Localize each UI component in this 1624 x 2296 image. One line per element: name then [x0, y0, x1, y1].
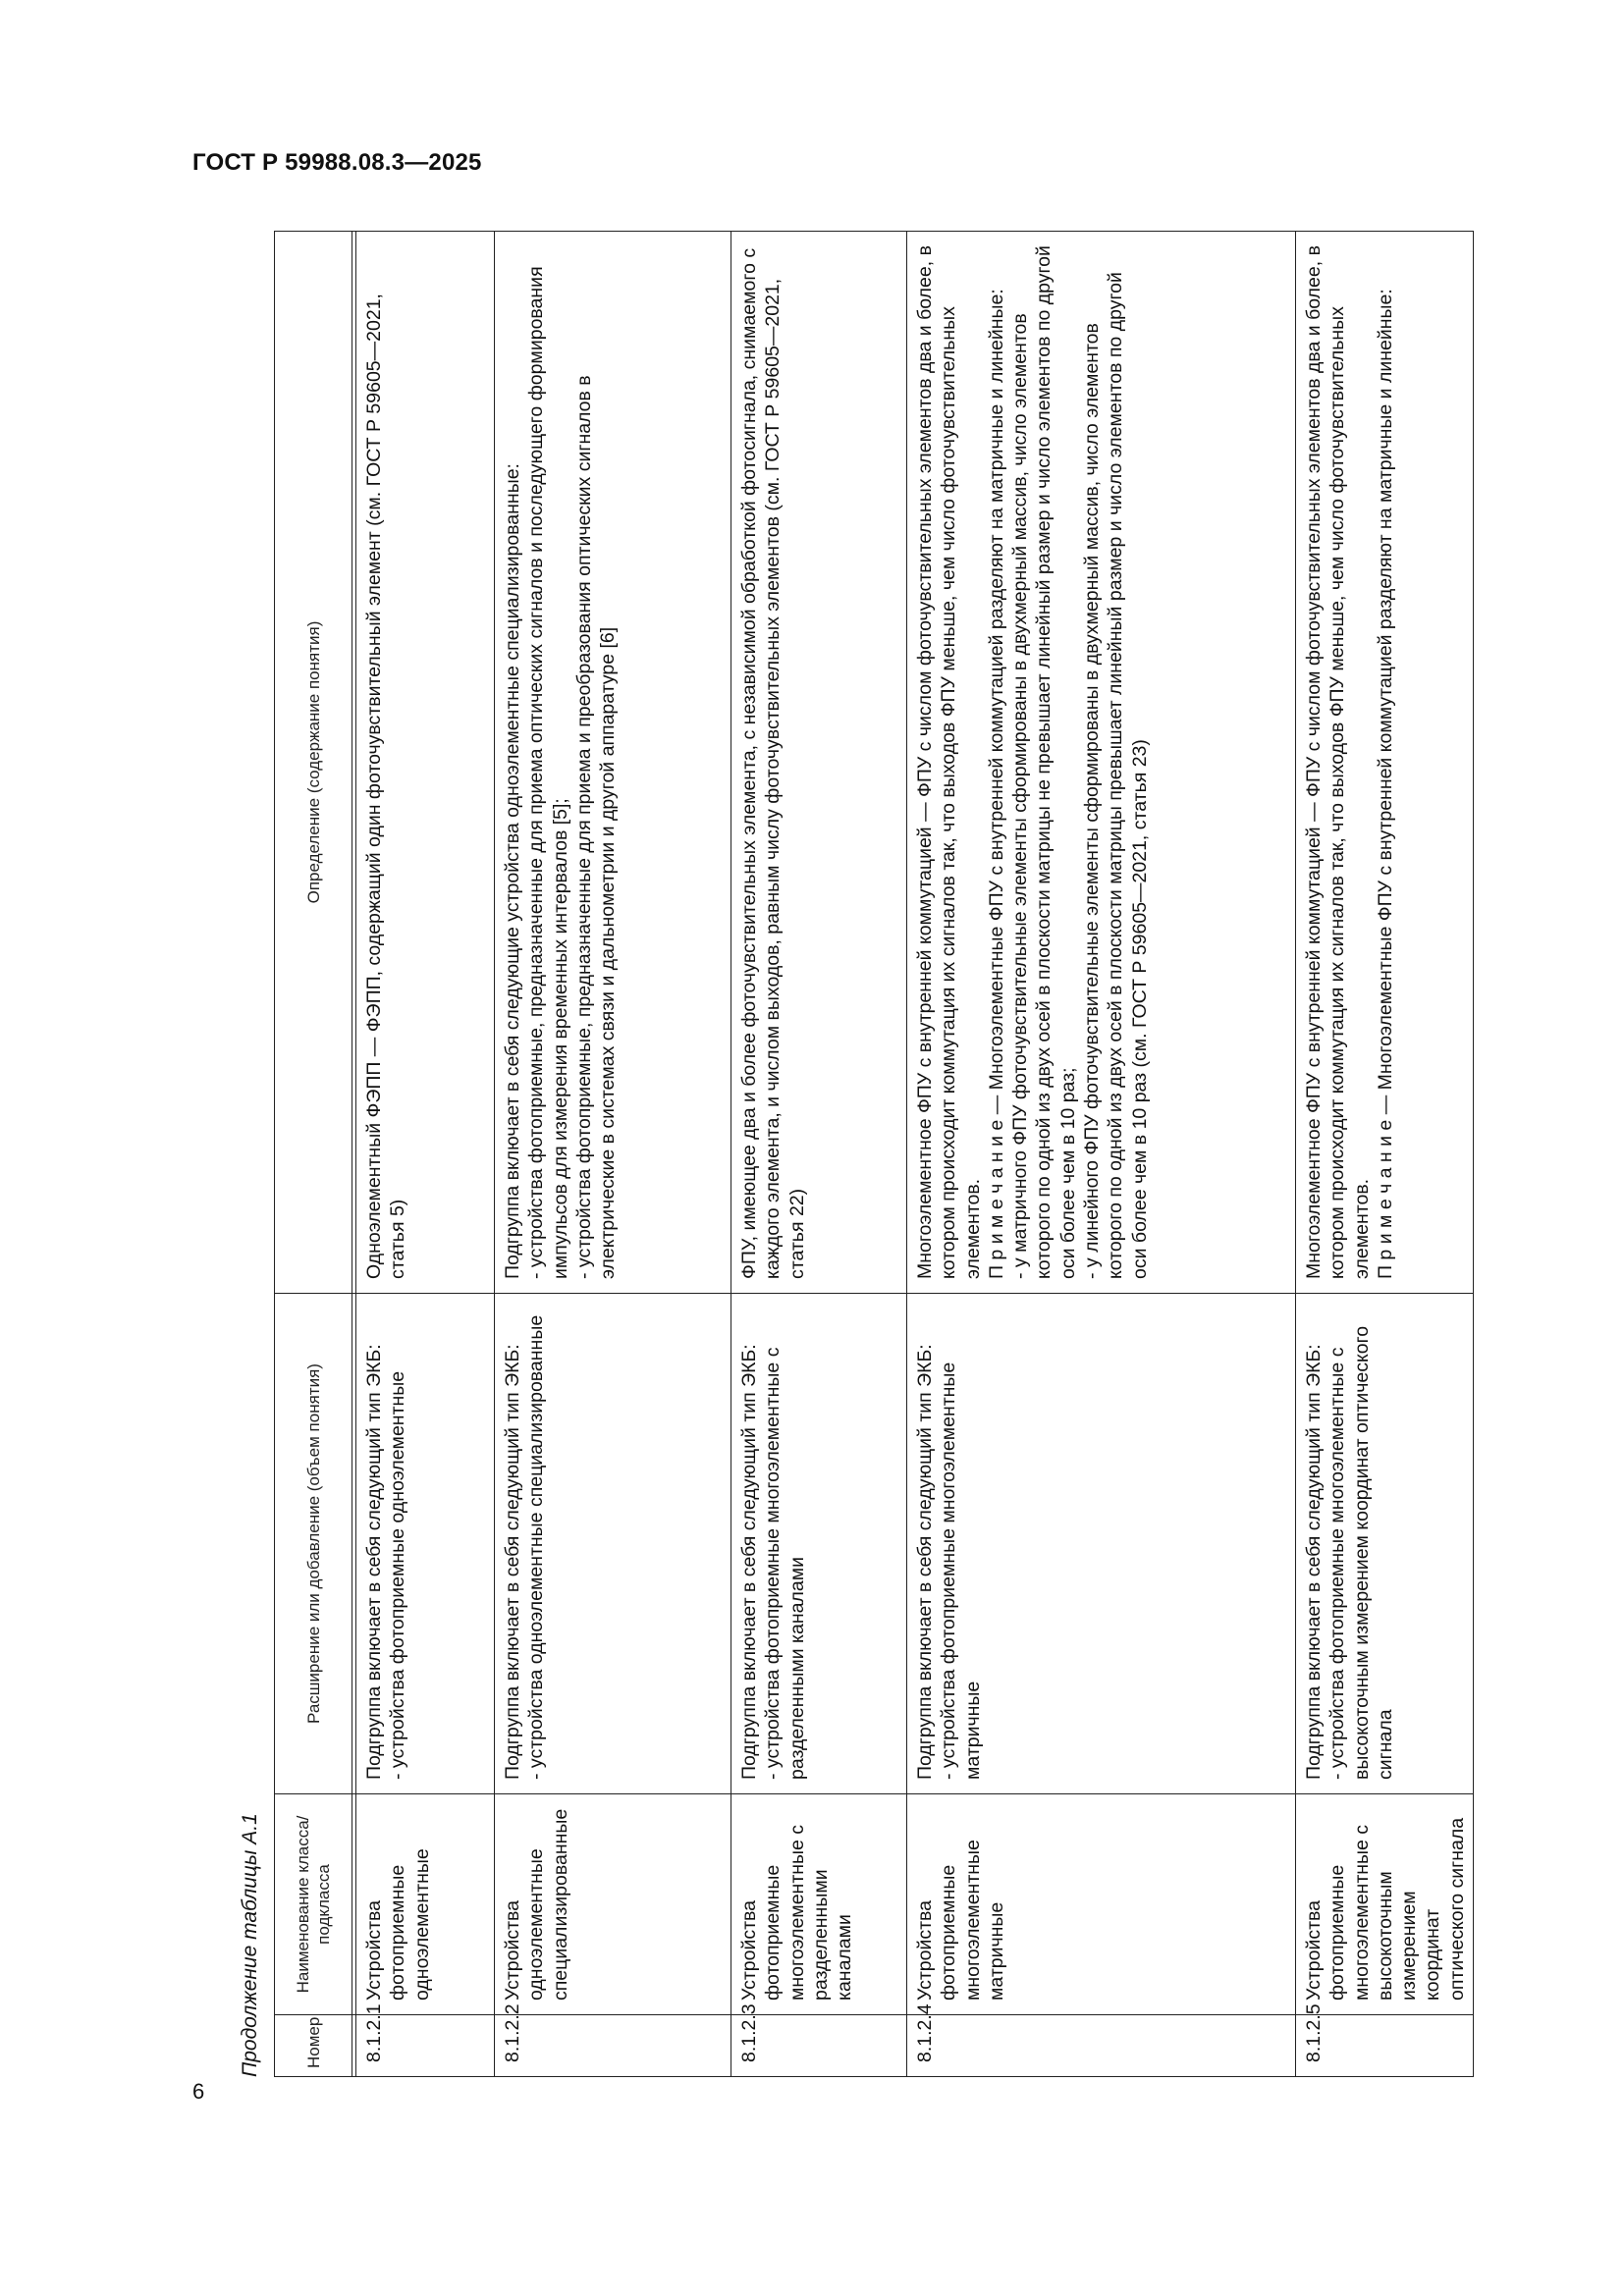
row-definition: [1296, 232, 1474, 1294]
rotated-table-block: [228, 232, 1473, 2077]
table-header-row: [275, 232, 352, 2077]
row-definition: [907, 232, 1296, 1294]
table-row: [1296, 232, 1474, 2077]
row-extension: [731, 1294, 907, 1794]
definition-line: Одноэлементный ФЭПП — ФЭПП, содержащий один фоточувствительный элемент (см. ГОСТ Р 59605—2021, статья 5): [363, 294, 409, 1279]
row-extension: [495, 1294, 731, 1794]
extension-line: Подгруппа включает в себя следующий тип ЭКБ:: [738, 1344, 760, 1780]
definition-line: Многоэлементное ФПУ с внутренней коммутацией — ФПУ с числом фоточувствительных элементов два и более, в котором происходит коммутация их сигналов так, что выходов ФПУ меньше, чем число фоточувствительных элементов.: [914, 245, 984, 1279]
extension-line: - устройства фотоприемные многоэлементные с высокоточным измерением координат оптического сигнала: [1326, 1325, 1396, 1780]
row-class-name: Устройства фотоприемные одноэлементные: [356, 1794, 495, 2015]
extension-line: Подгруппа включает в себя следующий тип ЭКБ:: [1303, 1344, 1325, 1780]
page-number: 6: [192, 2079, 205, 2104]
row-number: 8.1.2.2: [495, 2015, 731, 2077]
table-row: [731, 232, 907, 2077]
extension-line: Подгруппа включает в себя следующий тип ЭКБ:: [502, 1344, 523, 1780]
row-number: 8.1.2.5: [1296, 2015, 1474, 2077]
table-row: [356, 232, 495, 2077]
extension-line: Подгруппа включает в себя следующий тип ЭКБ:: [914, 1344, 936, 1780]
definition-line: Многоэлементное ФПУ с внутренней коммутацией — ФПУ с числом фоточувствительных элементов два и более, в котором происходит коммутация их сигналов так, что выходов ФПУ меньше, чем число фоточувствительных элементов.: [1303, 245, 1373, 1279]
row-extension: [1296, 1294, 1474, 1794]
extension-line: - устройства фотоприемные многоэлементные с разделенными каналами: [762, 1347, 808, 1780]
row-number: 8.1.2.3: [731, 2015, 907, 2077]
definition-line: - у матричного ФПУ фоточувствительные элементы сформированы в двухмерный массив, число элементов которого по одной из двух осей в плоскости матрицы не превышает линейный размер и число элементов по другой оси более чем в 10 раз;: [1009, 245, 1079, 1279]
column-header-name: Наименование класса/подкласса: [275, 1794, 352, 2015]
extension-line: - устройства фотоприемные многоэлементные матричные: [938, 1362, 984, 1780]
row-class-name: Устройства фотоприемные многоэлементные матричные: [907, 1794, 1296, 2015]
definition-line: ФПУ, имеющее два и более фоточувствительных элемента, с независимой обработкой фотосигнала, снимаемого с каждого элемента, и числом выходов, равным числу фоточувствительных элементов (см. ГОСТ Р 59605—2021, статья 22): [738, 247, 808, 1279]
definition-line: - устройства фотоприемные, предназначенные для приема и преобразования оптических сигналов в электрические в системах связи и дальнометрии и другой аппаратуре [6]: [572, 375, 620, 1279]
extension-line: - устройства фотоприемные одноэлементные: [387, 1370, 409, 1780]
table-row: [495, 232, 731, 2077]
definition-line: - устройства фотоприемные, предназначенные для приема оптических сигналов и последующего формирования импульсов для измерения временных интервалов [5];: [525, 266, 571, 1279]
extension-line: - устройства одноэлементные специализированные: [525, 1314, 548, 1780]
definition-line: Подгруппа включает в себя следующие устройства одноэлементные специализированные:: [502, 463, 523, 1279]
row-class-name: Устройства фотоприемные многоэлементные с разделенными каналами: [731, 1794, 907, 2015]
row-number: 8.1.2.4: [907, 2015, 1296, 2077]
row-number: 8.1.2.1: [356, 2015, 495, 2077]
row-definition: [731, 232, 907, 1294]
definition-line: П р и м е ч а н и е — Многоэлементные ФПУ с внутренней коммутацией разделяют на матричные и линейные:: [1374, 289, 1396, 1279]
row-definition: [495, 232, 731, 1294]
classification-table: [274, 231, 1474, 2077]
row-class-name: Устройства одноэлементные специализированные: [495, 1794, 731, 2015]
column-header-definition: Определение (содержание понятия): [275, 232, 352, 1294]
row-definition: [356, 232, 495, 1294]
table-caption: Продолжение таблицы А.1: [239, 1813, 261, 2077]
extension-line: Подгруппа включает в себя следующий тип ЭКБ:: [363, 1344, 385, 1780]
row-extension: [907, 1294, 1296, 1794]
column-header-extension: Расширение или добавление (объем понятия): [275, 1294, 352, 1794]
row-extension: [356, 1294, 495, 1794]
column-header-number: Номер: [275, 2015, 352, 2077]
definition-line: - у линейного ФПУ фоточувствительные элементы сформированы в двухмерный массив, число элементов которого по одной из двух осей в плоскости матрицы превышает линейный размер и число элементов по другой оси более чем в 10 раз (см. ГОСТ Р 59605—2021, статья 23): [1081, 272, 1151, 1279]
definition-line: П р и м е ч а н и е — Многоэлементные ФПУ с внутренней коммутацией разделяют на матричные и линейные:: [985, 289, 1007, 1279]
row-class-name: Устройства фотоприемные многоэлементные с высокоточным измерением координат оптического сигнала: [1296, 1794, 1474, 2015]
table-row: [907, 232, 1296, 2077]
document-header-title: ГОСТ Р 59988.08.3—2025: [192, 149, 482, 176]
